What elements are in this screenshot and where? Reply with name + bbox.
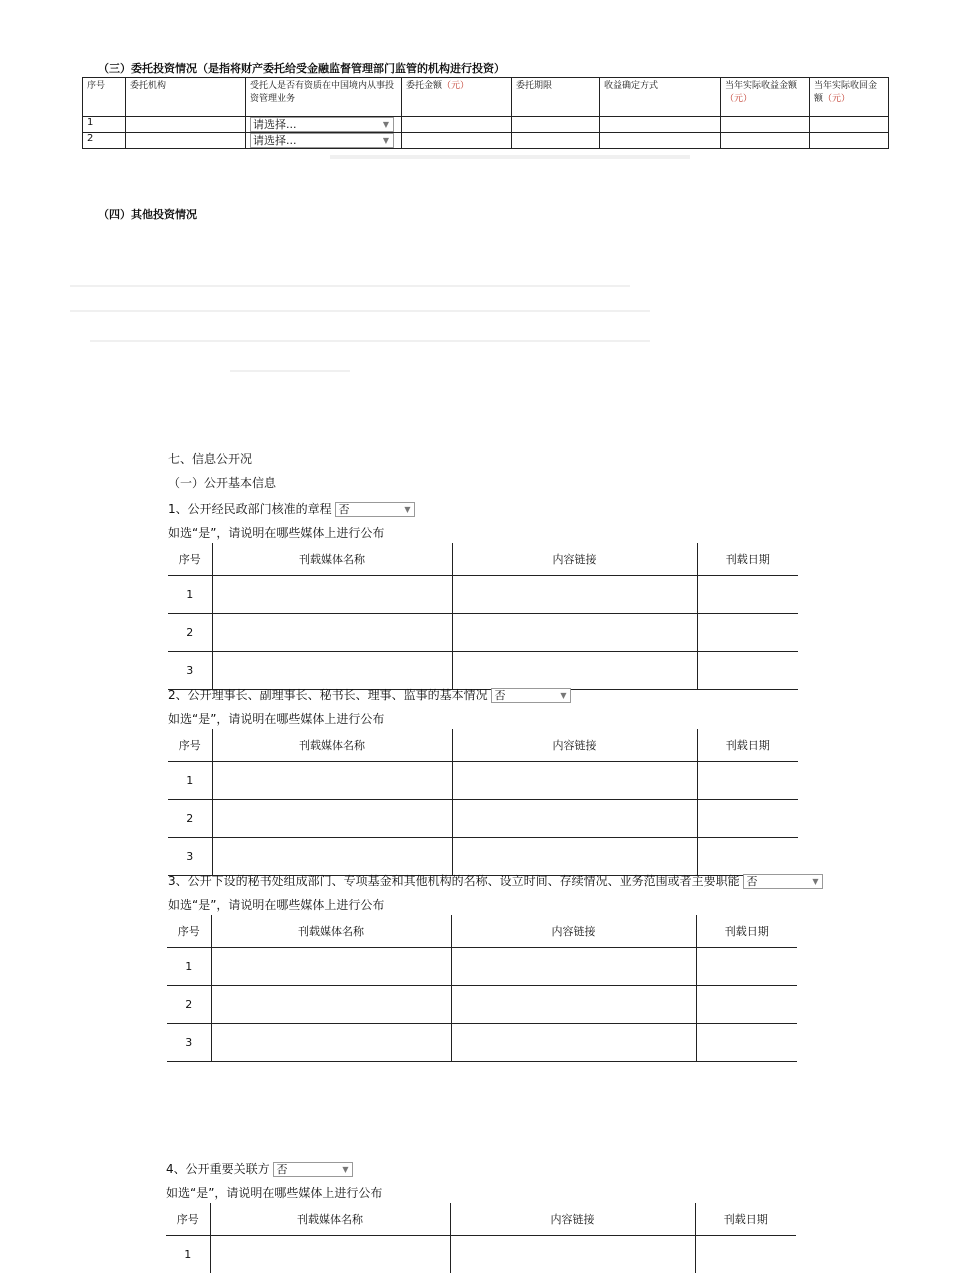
link-cell[interactable]: [452, 614, 697, 652]
method-cell[interactable]: [600, 133, 721, 149]
media-cell[interactable]: [211, 986, 451, 1024]
question-2: 2、公开理事长、副理事长、秘书长、理事、监事的基本情况 否 ▼: [168, 686, 571, 703]
media-cell[interactable]: [212, 838, 452, 876]
header-link: 内容链接: [451, 915, 696, 948]
table-row: 1: [168, 576, 798, 614]
header-recovered: 当年实际收回金额（元）: [810, 78, 889, 117]
link-cell[interactable]: [452, 800, 697, 838]
chevron-down-icon: ▼: [342, 1163, 348, 1176]
date-cell[interactable]: [697, 652, 798, 690]
table-row: [83, 133, 889, 149]
amount-cell[interactable]: [402, 133, 512, 149]
note-4: 如选“是”，请说明在哪些媒体上进行公布: [166, 1184, 382, 1201]
scan-artifact: [230, 370, 350, 372]
row-seq: 1: [83, 117, 126, 133]
header-seq: 序号: [83, 78, 126, 117]
header-amount: 委托金额（元）: [402, 78, 512, 117]
media-table-4: [166, 1203, 796, 1273]
header-date: 刊载日期: [695, 1203, 796, 1236]
scan-artifact: [70, 285, 630, 287]
media-cell[interactable]: [212, 652, 452, 690]
table-row: 2: [168, 614, 798, 652]
media-cell[interactable]: [212, 762, 452, 800]
income-cell[interactable]: [721, 117, 810, 133]
term-cell[interactable]: [512, 133, 600, 149]
date-cell[interactable]: [697, 614, 798, 652]
link-cell[interactable]: [451, 948, 696, 986]
header-date: 刊载日期: [696, 915, 797, 948]
date-cell[interactable]: [696, 1024, 797, 1062]
media-cell[interactable]: [211, 948, 451, 986]
qualified-select[interactable]: 请选择... ▼: [250, 117, 394, 132]
question-1: 1、公开经民政部门核准的章程 否 ▼: [168, 500, 415, 517]
header-income: 当年实际收益金额（元）: [721, 78, 810, 117]
table-row: 2: [168, 800, 798, 838]
link-cell[interactable]: [451, 1024, 696, 1062]
section7-title: 七、信息公开况: [168, 450, 252, 467]
header-link: 内容链接: [452, 543, 697, 576]
scan-artifact: [90, 340, 650, 342]
recovered-cell[interactable]: [810, 117, 889, 133]
table-row: 3: [168, 838, 798, 876]
date-cell[interactable]: [697, 576, 798, 614]
table-row: 2: [167, 986, 797, 1024]
amount-cell[interactable]: [402, 117, 512, 133]
answer-select-3[interactable]: 否 ▼: [743, 874, 823, 889]
institution-cell[interactable]: [126, 133, 246, 149]
link-cell[interactable]: [452, 762, 697, 800]
chevron-down-icon: ▼: [383, 134, 389, 147]
media-table-2: [168, 729, 798, 876]
table-row: 3: [167, 1024, 797, 1062]
table-row: 3: [168, 652, 798, 690]
header-seq: 序号: [166, 1203, 210, 1236]
media-cell[interactable]: [211, 1024, 451, 1062]
question-4: 4、公开重要关联方 否 ▼: [166, 1160, 353, 1177]
date-cell[interactable]: [697, 762, 798, 800]
answer-select-2[interactable]: 否 ▼: [491, 688, 571, 703]
row-seq: 2: [83, 133, 126, 149]
media-cell[interactable]: [212, 576, 452, 614]
method-cell[interactable]: [600, 117, 721, 133]
answer-select-1[interactable]: 否 ▼: [335, 502, 415, 517]
header-term: 委托期限: [512, 78, 600, 117]
table-row: [83, 117, 889, 133]
date-cell[interactable]: [695, 1236, 796, 1273]
note-3: 如选“是”，请说明在哪些媒体上进行公布: [168, 896, 384, 913]
link-cell[interactable]: [450, 1236, 695, 1273]
media-cell[interactable]: [212, 614, 452, 652]
header-seq: 序号: [168, 543, 212, 576]
date-cell[interactable]: [696, 986, 797, 1024]
media-table-3: [167, 915, 797, 1062]
chevron-down-icon: ▼: [404, 503, 410, 516]
header-media: 刊载媒体名称: [211, 915, 451, 948]
media-cell[interactable]: [210, 1236, 450, 1273]
chevron-down-icon: ▼: [560, 689, 566, 702]
header-date: 刊载日期: [697, 729, 798, 762]
header-date: 刊载日期: [697, 543, 798, 576]
term-cell[interactable]: [512, 117, 600, 133]
date-cell[interactable]: [697, 838, 798, 876]
header-qualified: 受托人是否有资质在中国境内从事投资管理业务: [246, 78, 402, 117]
section4-title: （四）其他投资情况: [98, 206, 197, 222]
table-row: 1: [166, 1236, 796, 1273]
header-method: 收益确定方式: [600, 78, 721, 117]
income-cell[interactable]: [721, 133, 810, 149]
scan-artifact: [330, 155, 690, 159]
chevron-down-icon: ▼: [383, 118, 389, 131]
answer-select-4[interactable]: 否 ▼: [273, 1162, 353, 1177]
question-3: 3、公开下设的秘书处组成部门、专项基金和其他机构的名称、设立时间、存续情况、业务范围或者主要职能 否 ▼: [168, 872, 823, 889]
note-1: 如选“是”，请说明在哪些媒体上进行公布: [168, 524, 384, 541]
section3-title: （三）委托投资情况（是指将财产委托给受金融监督管理部门监管的机构进行投资）: [98, 60, 505, 76]
header-seq: 序号: [167, 915, 211, 948]
scan-artifact: [70, 310, 650, 312]
header-media: 刊载媒体名称: [212, 543, 452, 576]
link-cell[interactable]: [451, 986, 696, 1024]
link-cell[interactable]: [452, 838, 697, 876]
qualified-select[interactable]: 请选择... ▼: [250, 133, 394, 148]
link-cell[interactable]: [452, 652, 697, 690]
chevron-down-icon: ▼: [812, 875, 818, 888]
link-cell[interactable]: [452, 576, 697, 614]
trust-investment-table: [82, 77, 889, 149]
media-table-1: [168, 543, 798, 690]
header-link: 内容链接: [452, 729, 697, 762]
section7-subtitle: （一）公开基本信息: [168, 474, 276, 491]
recovered-cell[interactable]: [810, 133, 889, 149]
institution-cell[interactable]: [126, 117, 246, 133]
header-media: 刊载媒体名称: [212, 729, 452, 762]
header-institution: 委托机构: [126, 78, 246, 117]
date-cell[interactable]: [696, 948, 797, 986]
header-seq: 序号: [168, 729, 212, 762]
note-2: 如选“是”，请说明在哪些媒体上进行公布: [168, 710, 384, 727]
date-cell[interactable]: [697, 800, 798, 838]
header-link: 内容链接: [450, 1203, 695, 1236]
header-media: 刊载媒体名称: [210, 1203, 450, 1236]
table-row: 1: [167, 948, 797, 986]
media-cell[interactable]: [212, 800, 452, 838]
table-row: 1: [168, 762, 798, 800]
